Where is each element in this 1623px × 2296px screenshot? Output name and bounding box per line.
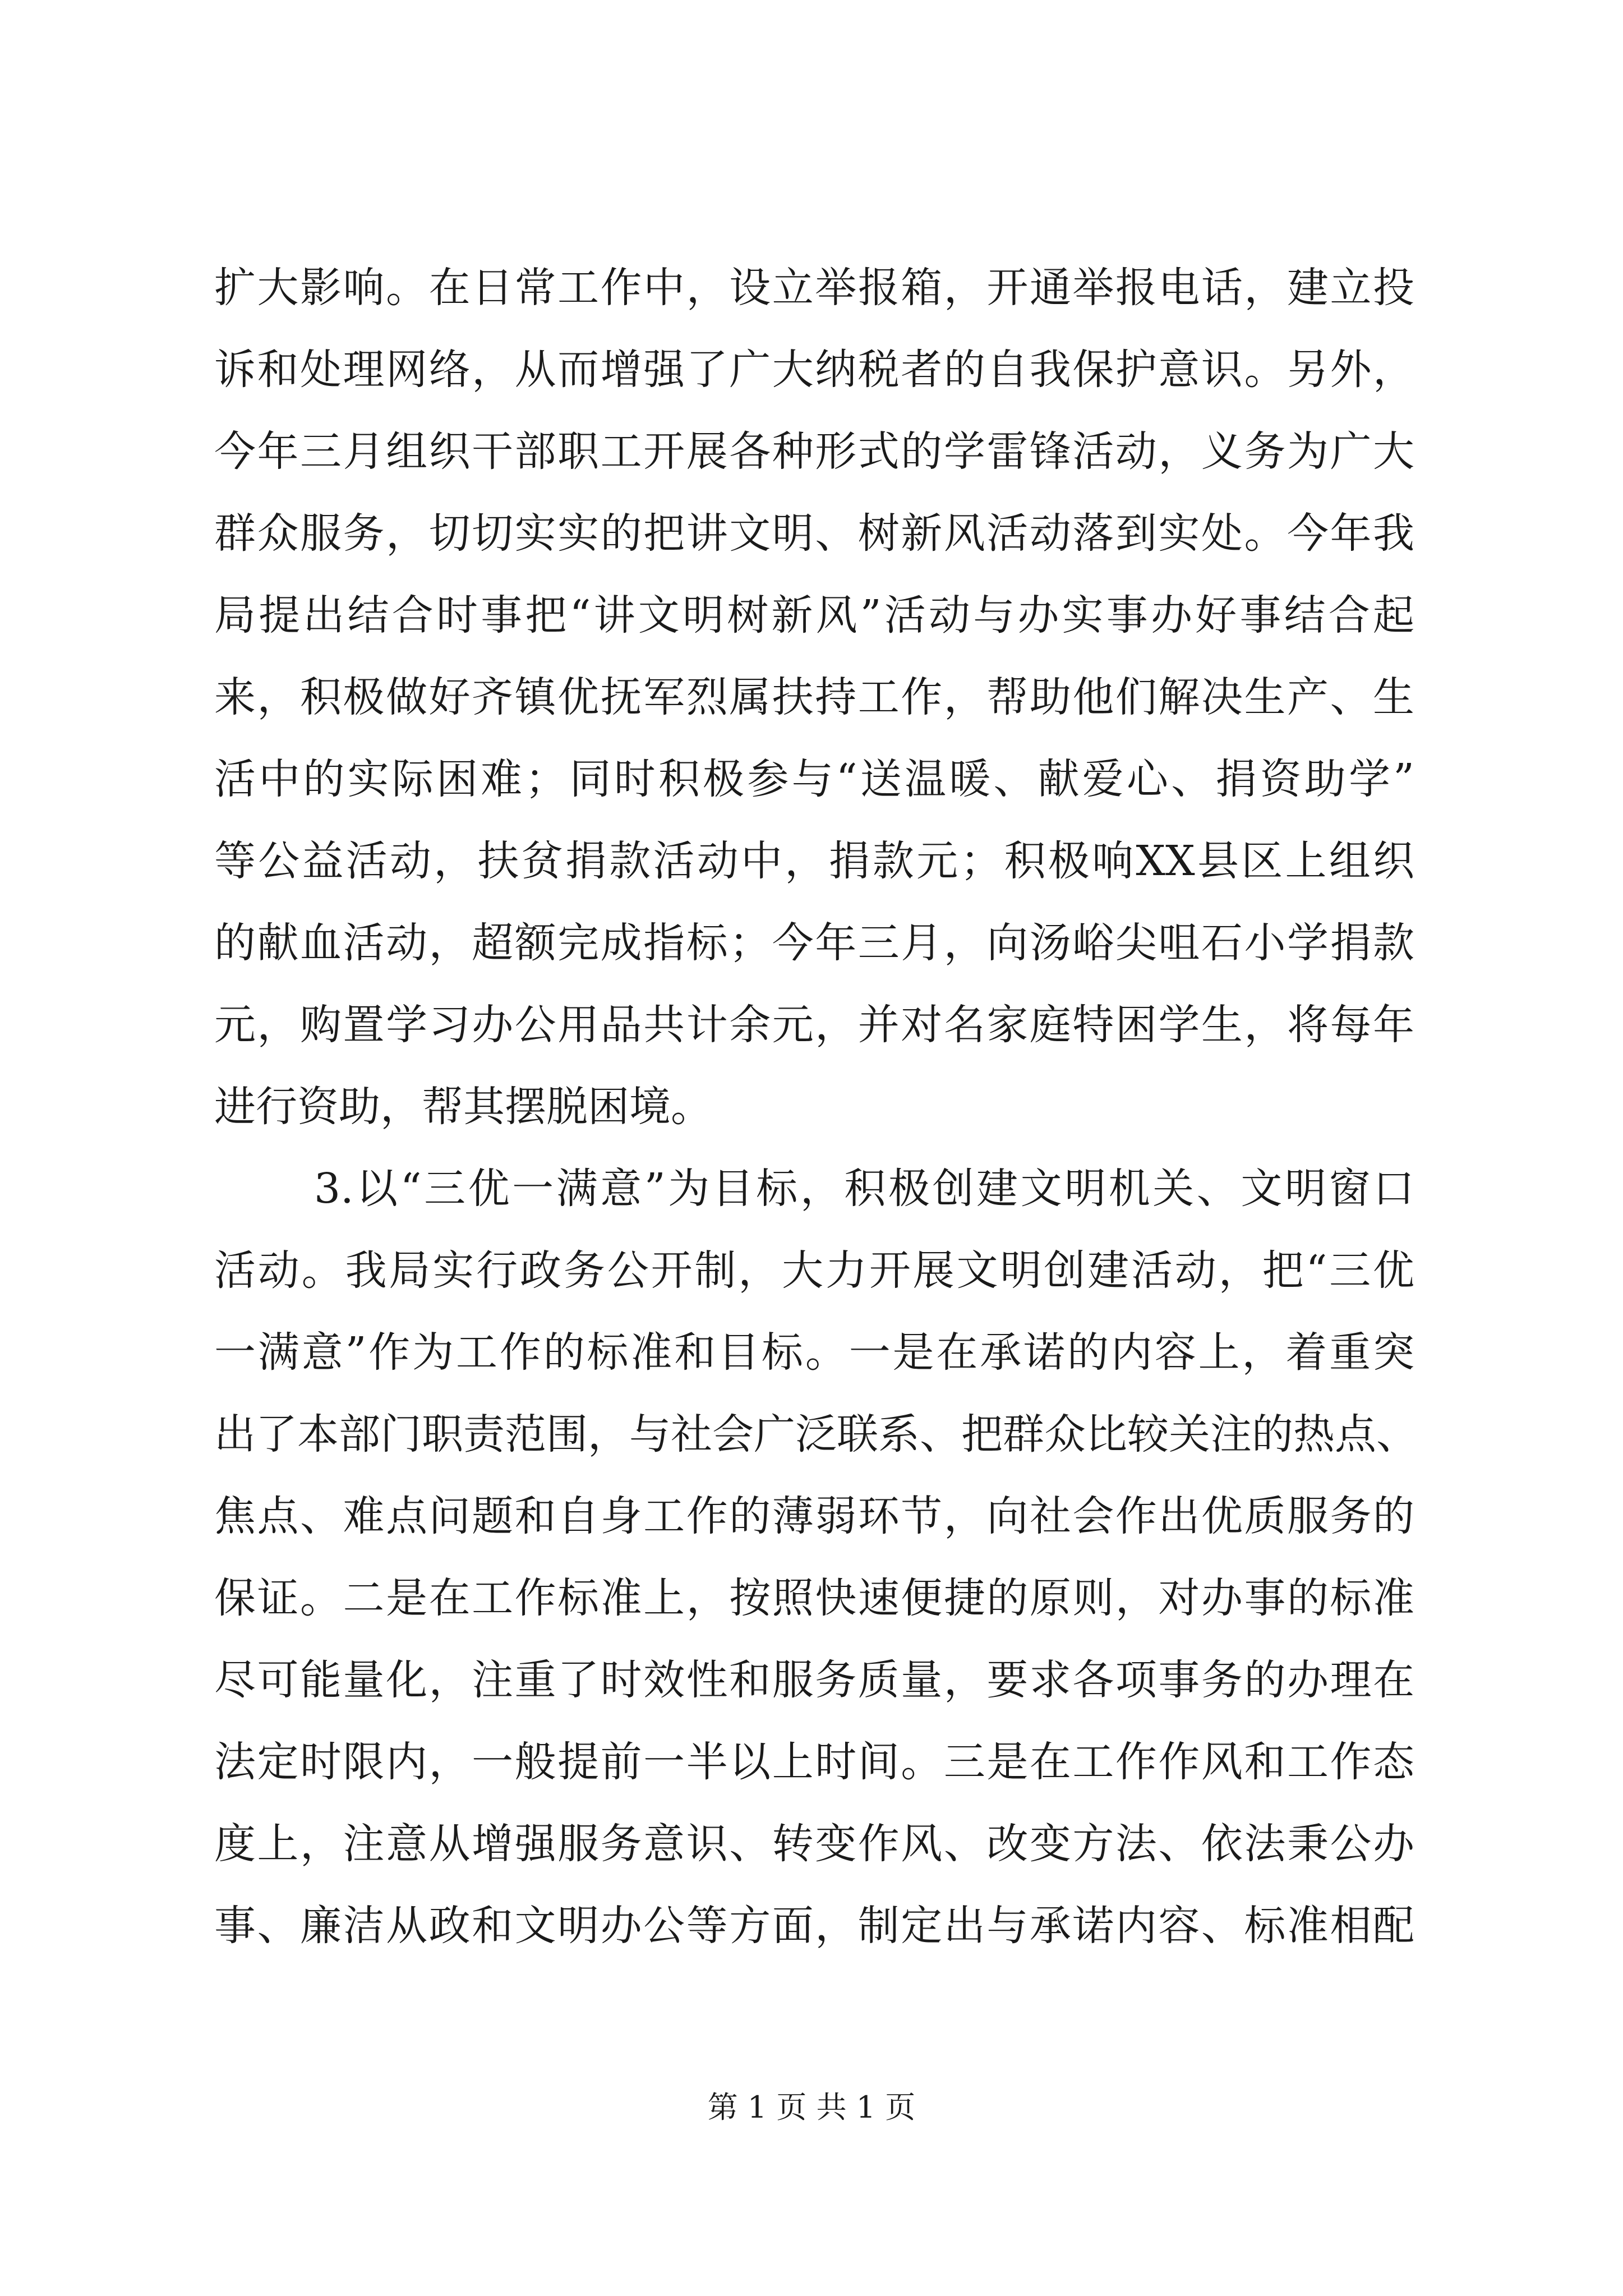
body-text: [214, 247, 1418, 1967]
paragraph-end-line: 进行资助，帮其摆脱困境。: [214, 1083, 712, 1131]
text-line: 今年三月组织干部职工开展各种形式的学雷锋活动，义务为广大: [214, 427, 1414, 476]
text-line: 元，购置学习办公用品共计余元，并对名家庭特困学生，将每年: [214, 1001, 1414, 1049]
text-line: 诉和处理网络，从而增强了广大纳税者的自我保护意识。另外，: [214, 346, 1414, 394]
text-line: 活中的实际困难；同时积极参与“送温暖、献爱心、捐资助学”: [214, 755, 1414, 803]
text-line: 尽可能量化，注重了时效性和服务质量，要求各项事务的办理在: [214, 1656, 1414, 1704]
text-line: 一满意”作为工作的标准和目标。一是在承诺的内容上，着重突: [214, 1328, 1414, 1377]
paragraph-start-line: 3.以“三优一满意”为目标，积极创建文明机关、文明窗口: [314, 1165, 1414, 1213]
text-line: 来，积极做好齐镇优抚军烈属扶持工作，帮助他们解决生产、生: [214, 673, 1414, 721]
text-line: 法定时限内，一般提前一半以上时间。三是在工作作风和工作态: [214, 1738, 1414, 1786]
text-line: 度上，注意从增强服务意识、转变作风、改变方法、依法秉公办: [214, 1820, 1414, 1868]
page-number-footer: 第 1 页 共 1 页: [707, 2090, 916, 2125]
text-line: 群众服务，切切实实的把讲文明、树新风活动落到实处。今年我: [214, 509, 1414, 558]
text-line: 出了本部门职责范围，与社会广泛联系、把群众比较关注的热点、: [214, 1410, 1418, 1458]
text-line: 等公益活动，扶贫捐款活动中，捐款元；积极响XX县区上组织: [214, 837, 1414, 885]
text-line: 扩大影响。在日常工作中，设立举报箱，开通举报电话，建立投: [214, 264, 1414, 312]
text-line: 焦点、难点问题和自身工作的薄弱环节，向社会作出优质服务的: [214, 1492, 1414, 1540]
text-line: 保证。二是在工作标准上，按照快速便捷的原则，对办事的标准: [214, 1574, 1414, 1622]
text-line: 的献血活动，超额完成指标；今年三月，向汤峪尖咀石小学捐款: [214, 919, 1414, 967]
text-line: 事、廉洁从政和文明办公等方面，制定出与承诺内容、标准相配: [214, 1902, 1414, 1950]
text-line: 局提出结合时事把“讲文明树新风”活动与办实事办好事结合起: [214, 591, 1414, 639]
text-line: 活动。我局实行政务公开制，大力开展文明创建活动，把“三优: [214, 1246, 1414, 1295]
